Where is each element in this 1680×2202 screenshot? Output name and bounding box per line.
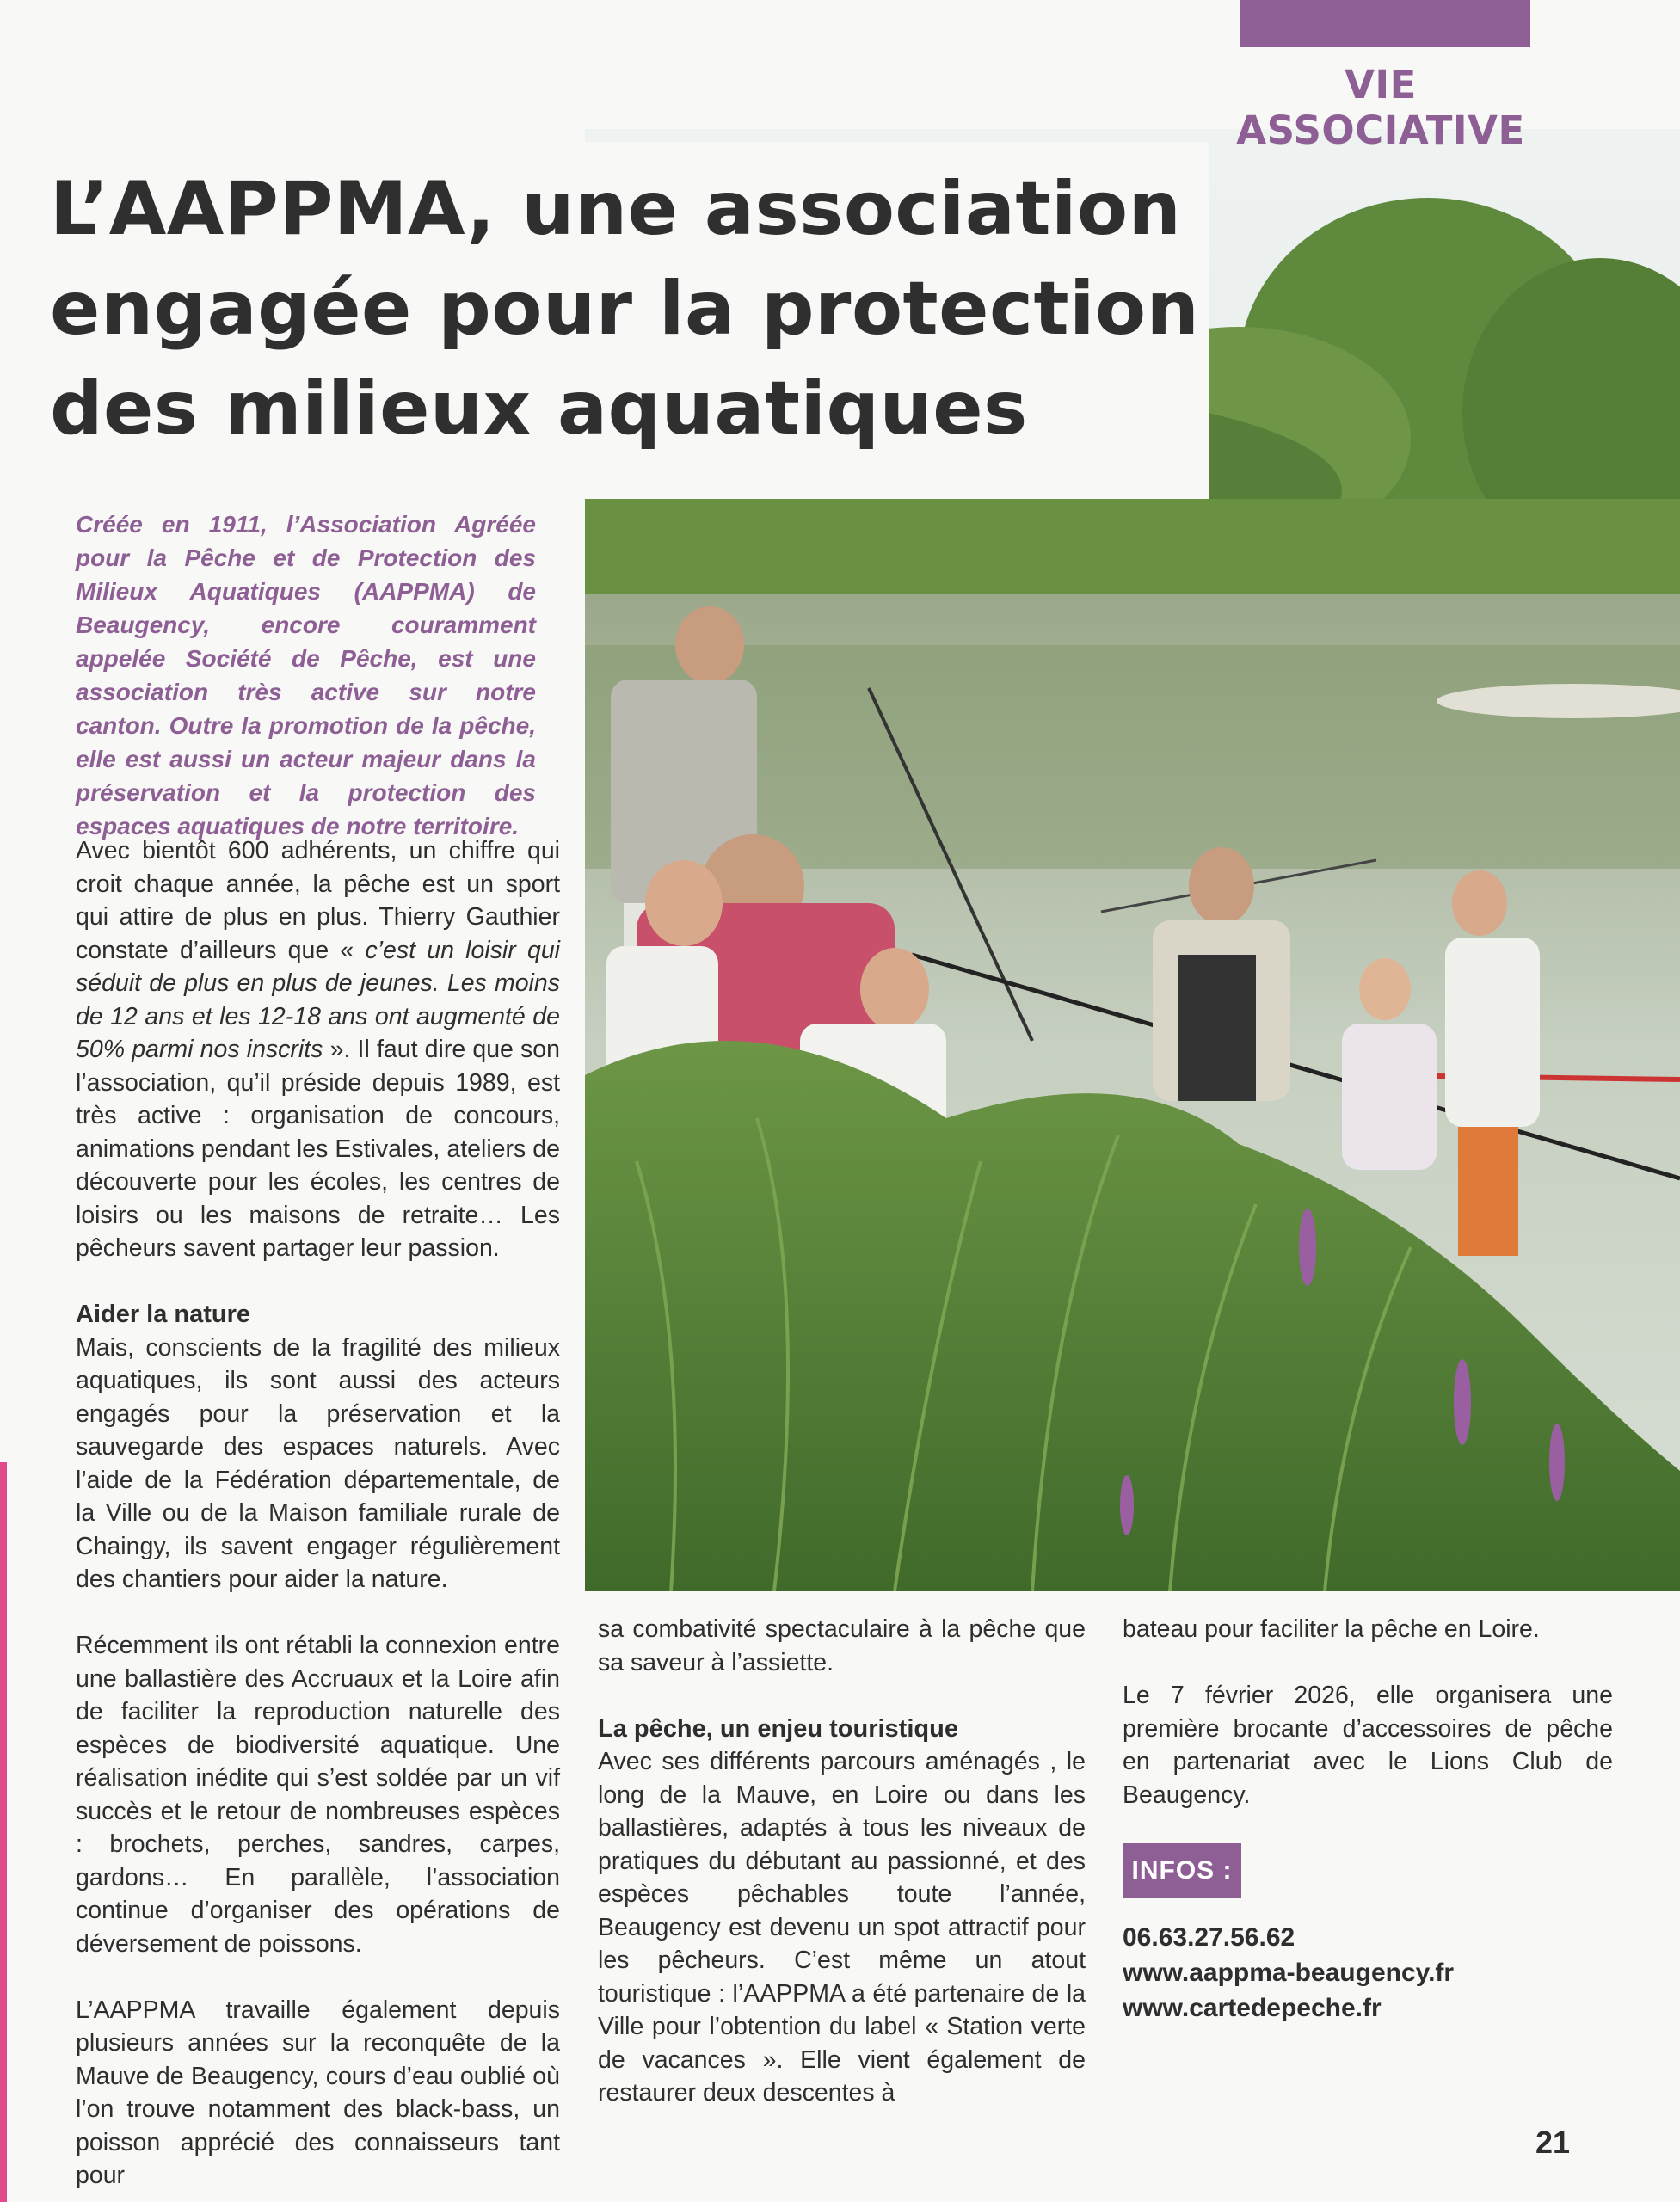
article-title: L’AAPPMA, une association engagée pour la protection des milieux aquatiques (50, 166, 1200, 452)
section-color-bar (1240, 0, 1530, 47)
paragraph-adherents-start: Avec bientôt 600 adhérents, un chiffre qui croit chaque année, la pêche est un sport qui attire de plus en plus. Thierry Gauthier constate d’ailleurs que « (76, 837, 560, 964)
page-edge-strip (0, 1462, 7, 2202)
column-1 (76, 834, 560, 2193)
section-label: VIE ASSOCIATIVE (1236, 62, 1525, 153)
heading-aider-la-nature: Aider la nature (76, 1301, 251, 1328)
paragraph-combativite: sa combativité spectaculaire à la pêche que sa saveur à l’assiette. (598, 1615, 1086, 1676)
website-link-cartedepeche[interactable]: www.cartedepeche.fr (1123, 1994, 1382, 2022)
spacer (76, 1960, 560, 1994)
paragraph-ballastiere: Récemment ils ont rétabli la connexion entre une ballastière des Accruaux et la Loire afin de faciliter la reproduction naturelle des espèces de biodiversité aquatique. Une réalisation inédite qui s’est soldée par un vif succès et le retour de nombreuses espèces : brochets, perches, sandres, carpes, gardons… En parallèle, l’association continue d’organiser des opérations de déversement de poissons. (76, 1632, 560, 1958)
column-2 (598, 1613, 1086, 2110)
page-number: 21 (1535, 2125, 1571, 2160)
article-intro: Créée en 1911, l’Association Agréée pour la Pêche et de Protection des Milieux Aquatiques (AAPPMA) de Beaugency, encore couramment appelée Société de Pêche, est une association très active sur notre canton. Outre la promotion de la pêche, elle est aussi un acteur majeur dans la préservation et la protection des espaces aquatiques de notre territoire. (76, 511, 536, 840)
heading-enjeu-touristique: La pêche, un enjeu touristique (598, 1714, 958, 1743)
spacer (76, 1596, 560, 1630)
spacer (76, 1265, 560, 1299)
paragraph-aider-la-nature: Mais, conscients de la fragilité des milieux aquatiques, ils sont aussi des acteurs engagés pour la préservation et la sauvegarde des espaces naturels. Avec l’aide de la Fédération départementale, de la Ville ou de la Maison familiale rurale de Chaingy, ils savent engager régulièrement des chantiers pour aider la nature. (76, 1333, 560, 1593)
paragraph-bateau: bateau pour faciliter la pêche en Loire. (1123, 1615, 1540, 1643)
contact-info (1123, 1920, 1454, 2026)
infos-badge: INFOS : (1123, 1843, 1241, 1898)
website-link-aappma[interactable]: www.aappma-beaugency.fr (1123, 1959, 1455, 1987)
paragraph-adherents-end: ». Il faut dire que son l’association, qu’il préside depuis 1989, est très active : organisation de concours, animations pendant les Estivales, ateliers de découverte pour les écoles, les centres de loisirs ou les maisons de retraite… Les pêcheurs savent partager leur passion. (76, 1036, 561, 1262)
paragraph-brocante: Le 7 février 2026, elle organisera une première brocante d’accessoires de pêche en partenariat avec le Lions Club de Beaugency. (1123, 1682, 1613, 1809)
spacer (598, 1679, 1086, 1713)
paragraph-mauve: L’AAPPMA travaille également depuis plusieurs années sur la reconquête de la Mauve de Beaugency, cours d’eau oublié où l’on trouve notamment des black-bass, un poisson apprécié des connaisseurs tant pour (76, 1996, 560, 2189)
column-3 (1123, 1613, 1613, 1811)
paragraph-tourisme: Avec ses différents parcours aménagés , le long de la Mauve, en Loire ou dans les ballastières, adaptés à tous les niveaux de pratiques du débutant au passionné, et des espèces pêchables toute l’année, Beaugency est devenu un spot attractif pour les pêcheurs. C’est même un atout touristique : l’AAPPMA a été partenaire de la Ville pour l’obtention du label « Station verte de vacances ». Elle vient également de restaurer deux descentes à (598, 1748, 1086, 2107)
paragraph-adherents (76, 834, 560, 1265)
spacer (1123, 1646, 1613, 1680)
phone-number: 06.63.27.56.62 (1123, 1923, 1295, 1952)
quote-thierry-gauthier: c’est un loisir qui séduit de plus en plus de jeunes. Les moins de 12 ans et les 12-18 ans ont augmenté de 50% parmi nos inscrits (76, 936, 560, 1063)
